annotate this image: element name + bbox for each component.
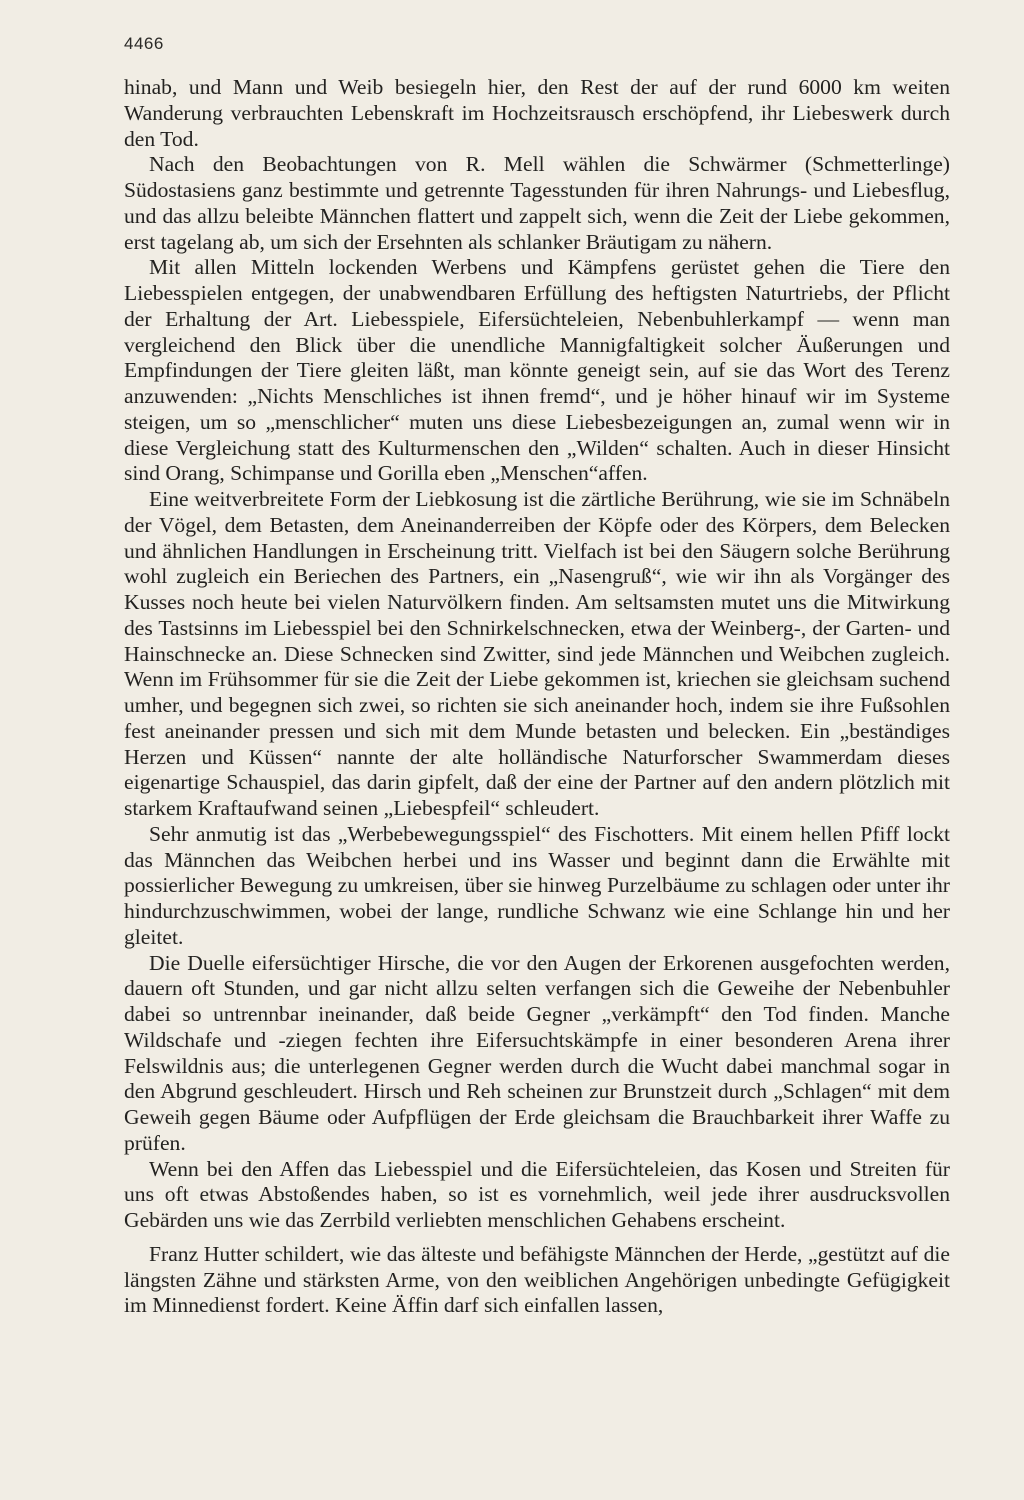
paragraph: Die Duelle eifersüchtiger Hirsche, die vor den Augen der Erkorenen ausgefochten werden, dauern oft Stunden, und gar nicht allzu selten verfangen sich die Geweihe der Nebenbuhler dabei so untrennbar ineinander, daß beide Gegner „verkämpft“ den Tod finden. Manche Wildschafe und -ziegen fechten ihre Eifersuchtskämpfe in einer besonderen Arena ihrer Felswildnis aus; die unterlegenen Gegner werden durch die Wucht dabei manchmal sogar in den Abgrund geschleudert. Hirsch und Reh scheinen zur Brunstzeit durch „Schlagen“ mit dem Geweih gegen Bäume oder Aufpflügen der Erde gleichsam die Brauchbarkeit ihrer Waffe zu prüfen. xyxy=(124,950,950,1155)
paragraph: Nach den Beobachtungen von R. Mell wählen die Schwärmer (Schmetterlinge) Südostasiens ganz bestimmte und getrennte Tagesstunden für ihren Nahrungs- und Liebesflug, und das allzu beleibte Männchen flattert und zappelt sich, wenn die Zeit der Liebe gekommen, erst tagelang ab, um sich der Ersehnten als schlanker Bräutigam zu nähern. xyxy=(124,152,950,254)
paragraph: hinab, und Mann und Weib besiegeln hier, den Rest der auf der rund 6000 km weiten Wanderung verbrauchten Lebenskraft im Hochzeitsrausch erschöpfend, ihr Liebeswerk durch den Tod. xyxy=(124,75,950,151)
body-text xyxy=(124,75,950,1319)
paragraph: Franz Hutter schildert, wie das älteste und befähigste Männchen der Herde, „gestützt auf die längsten Zähne und stärksten Arme, von den weiblichen Angehörigen unbedingte Gefügigkeit im Minnedienst fordert. Keine Äffin darf sich einfallen lassen, xyxy=(124,1241,950,1318)
paragraph: Sehr anmutig ist das „Werbebewegungsspiel“ des Fischotters. Mit einem hellen Pfiff lockt das Männchen das Weibchen herbei und ins Wasser und beginnt dann die Erwählte mit possierlicher Bewegung zu umkreisen, über sie hinweg Purzelbäume zu schlagen oder unter ihr hindurchzuschwimmen, wobei der lange, rundliche Schwanz wie eine Schlange hin und her gleitet. xyxy=(124,821,950,949)
paragraph: Eine weitverbreitete Form der Liebkosung ist die zärtliche Berührung, wie sie im Schnäbeln der Vögel, dem Betasten, dem Aneinanderreiben der Köpfe oder des Körpers, dem Belecken und ähnlichen Handlungen in Erscheinung tritt. Vielfach ist bei den Säugern solche Berührung wohl zugleich ein Beriechen des Partners, ein „Nasengruß“, wie wir ihn als Vorgänger des Kusses noch heute bei vielen Naturvölkern finden. Am seltsamsten mutet uns die Mitwirkung des Tastsinns im Liebesspiel bei den Schnirkelschnecken, etwa der Weinberg-, der Garten- und Hainschnecke an. Diese Schnecken sind Zwitter, sind jede Männchen und Weibchen zugleich. Wenn im Frühsommer für sie die Zeit der Liebe gekommen ist, kriechen sie gleichsam suchend umher, und begegnen sich zwei, so richten sie sich aneinander hoch, indem sie ihre Fußsohlen fest aneinander pressen und sich mit dem Munde betasten und belecken. Ein „beständiges Herzen und Küssen“ nannte der alte holländische Naturforscher Swammerdam dieses eigenartige Schauspiel, das darin gipfelt, daß der eine der Partner auf den andern plötzlich mit starkem Kraftaufwand seinen „Liebespfeil“ schleudert. xyxy=(124,487,950,820)
paragraph: Wenn bei den Affen das Liebesspiel und die Eifersüchteleien, das Kosen und Streiten für uns oft etwas Abstoßendes haben, so ist es vornehmlich, weil jede ihrer ausdrucksvollen Gebärden uns wie das Zerrbild verliebten menschlichen Gehabens erscheint. xyxy=(124,1156,950,1232)
paragraph: Mit allen Mitteln lockenden Werbens und Kämpfens gerüstet gehen die Tiere den Liebesspielen entgegen, der unabwendbaren Erfüllung des heftigsten Naturtriebs, der Pflicht der Erhaltung der Art. Liebesspiele, Eifersüchteleien, Nebenbuhlerkampf — wenn man vergleichend den Blick über die unendliche Mannigfaltigkeit solcher Äußerungen und Empfindungen der Tiere gleiten läßt, man könnte geneigt sein, auf sie das Wort des Terenz anzuwenden: „Nichts Menschliches ist ihnen fremd“, und je höher hinauf wir im Systeme steigen, um so „menschlicher“ muten uns diese Liebesbezeigungen an, zumal wenn wir in diese Vergleichung statt des Kulturmenschen den „Wilden“ schalten. Auch in dieser Hinsicht sind Orang, Schimpanse und Gorilla eben „Menschen“affen. xyxy=(124,255,950,486)
page-number: 4466 xyxy=(124,34,164,53)
